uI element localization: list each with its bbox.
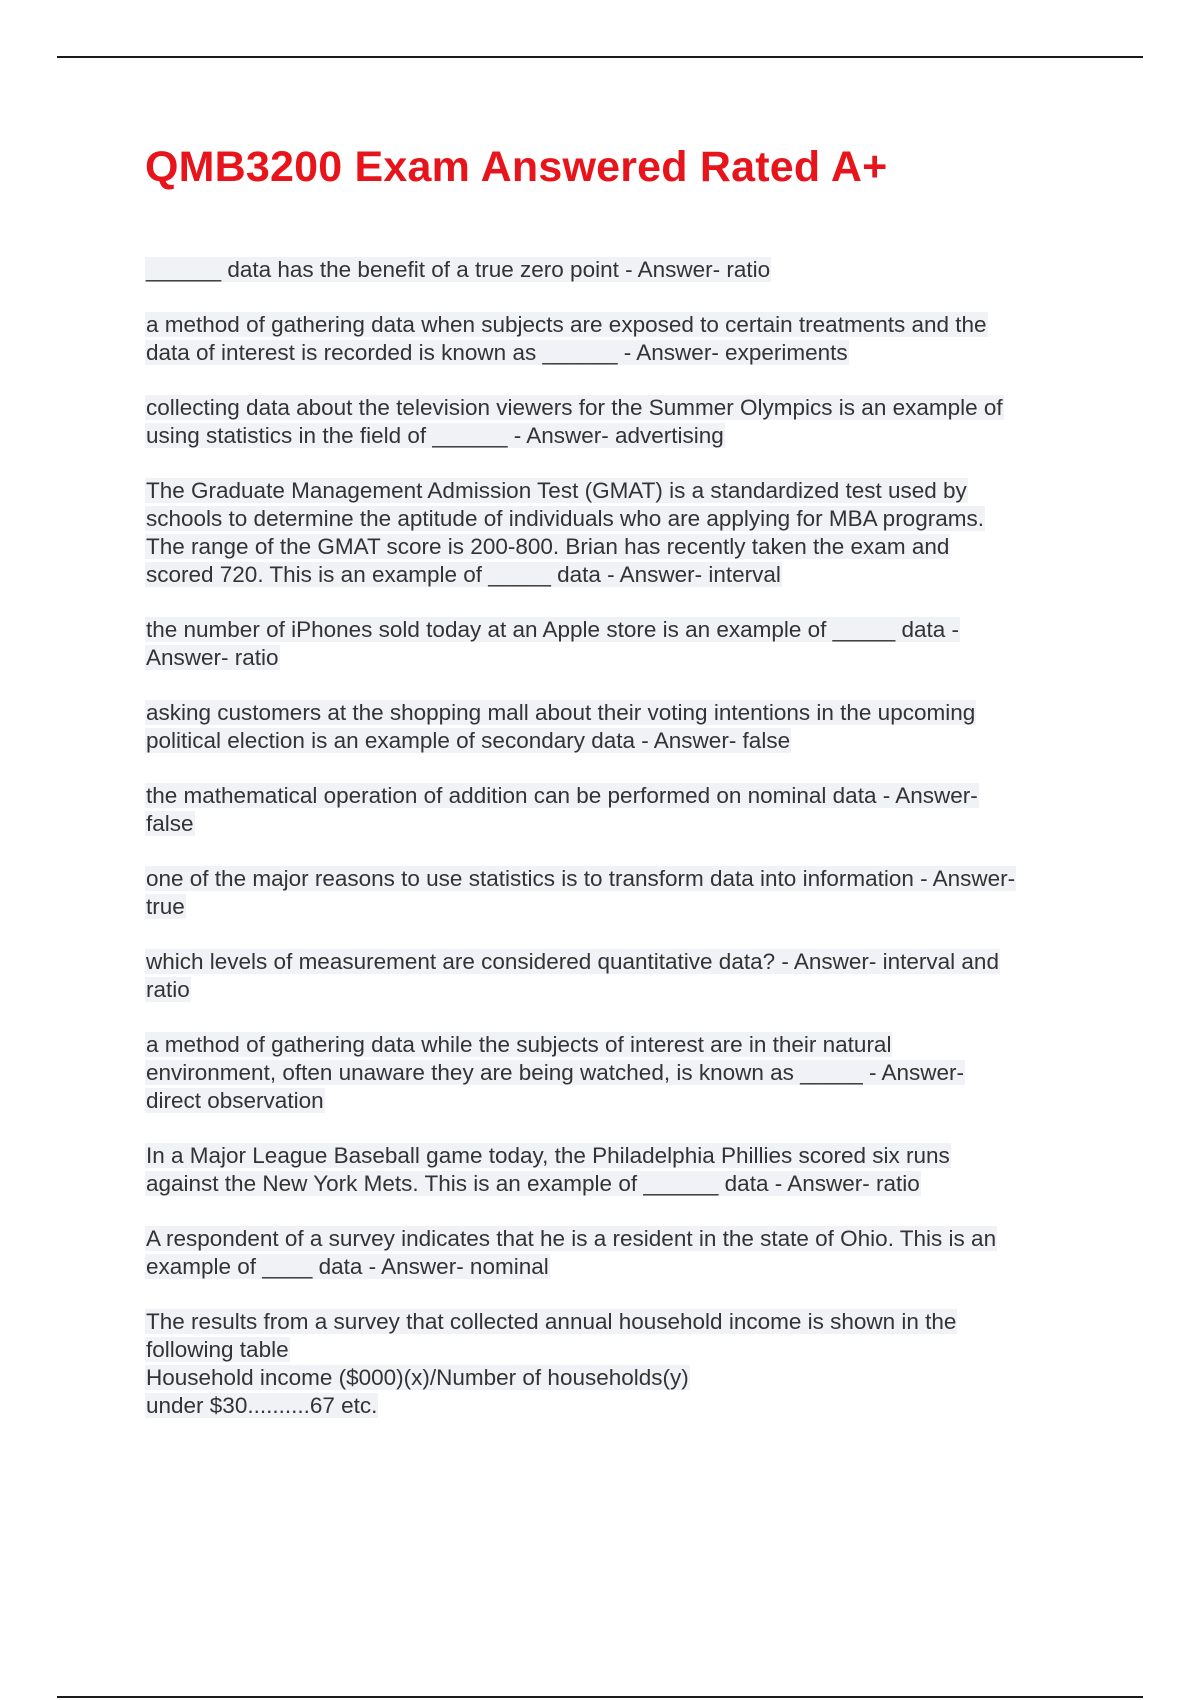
qa-line-text: The range of the GMAT score is 200-800. Brian has recently taken the exam and <box>146 534 950 559</box>
qa-line <box>145 256 1095 284</box>
qa-item <box>145 477 1095 589</box>
qa-line <box>145 865 1095 893</box>
document-title: QMB3200 Exam Answered Rated A+ <box>145 143 888 191</box>
qa-item <box>145 1142 1095 1198</box>
qa-line-text: political election is an example of secondary data - Answer- false <box>146 728 791 753</box>
qa-line-text: ratio <box>146 977 190 1002</box>
qa-line <box>145 782 1095 810</box>
qa-line-text: The results from a survey that collected annual household income is shown in the <box>146 1309 957 1334</box>
qa-item <box>145 948 1095 1004</box>
qa-line-text: environment, often unaware they are being watched, is known as _____ - Answer- <box>146 1060 964 1085</box>
qa-line-text: a method of gathering data while the subjects of interest are in their natural <box>146 1032 892 1057</box>
qa-line <box>145 311 1095 339</box>
qa-line <box>145 477 1095 505</box>
qa-line-text: under $30..........67 etc. <box>146 1393 378 1418</box>
qa-line <box>145 1059 1095 1087</box>
qa-line <box>145 394 1095 422</box>
qa-line-text: A respondent of a survey indicates that he is a resident in the state of Ohio. This is an <box>146 1226 997 1251</box>
qa-line <box>145 699 1095 727</box>
qa-line <box>145 561 1095 589</box>
qa-line <box>145 893 1095 921</box>
qa-line-text: a method of gathering data when subjects are exposed to certain treatments and the <box>146 312 987 337</box>
qa-line <box>145 1392 1095 1420</box>
qa-line <box>145 1142 1095 1170</box>
qa-line <box>145 1170 1095 1198</box>
qa-line-text: following table <box>146 1337 289 1362</box>
qa-line-text: the mathematical operation of addition can be performed on nominal data - Answer- <box>146 783 978 808</box>
qa-line <box>145 616 1095 644</box>
qa-item <box>145 782 1095 838</box>
qa-item <box>145 311 1095 367</box>
qa-line <box>145 505 1095 533</box>
qa-line <box>145 810 1095 838</box>
qa-item <box>145 394 1095 450</box>
qa-line-text: direct observation <box>146 1088 324 1113</box>
qa-line <box>145 948 1095 976</box>
qa-line-text: In a Major League Baseball game today, the Philadelphia Phillies scored six runs <box>146 1143 950 1168</box>
qa-line-text: example of ____ data - Answer- nominal <box>146 1254 549 1279</box>
qa-line-text: schools to determine the aptitude of individuals who are applying for MBA programs. <box>146 506 984 531</box>
qa-line-text: one of the major reasons to use statistics is to transform data into information - Answer- <box>146 866 1016 891</box>
qa-line <box>145 1225 1095 1253</box>
qa-item <box>145 256 1095 284</box>
qa-line <box>145 1336 1095 1364</box>
qa-line-text: asking customers at the shopping mall about their voting intentions in the upcoming <box>146 700 976 725</box>
qa-line-text: true <box>146 894 185 919</box>
qa-line-text: Answer- ratio <box>146 645 279 670</box>
qa-line-text: using statistics in the field of ______ - Answer- advertising <box>146 423 724 448</box>
top-rule <box>57 56 1143 58</box>
qa-item <box>145 865 1095 921</box>
qa-line <box>145 1087 1095 1115</box>
qa-line <box>145 422 1095 450</box>
qa-line <box>145 976 1095 1004</box>
qa-line <box>145 1364 1095 1392</box>
qa-line <box>145 533 1095 561</box>
qa-line <box>145 1253 1095 1281</box>
qa-line-text: The Graduate Management Admission Test (GMAT) is a standardized test used by <box>146 478 967 503</box>
qa-item <box>145 699 1095 755</box>
qa-line <box>145 1308 1095 1336</box>
qa-line <box>145 644 1095 672</box>
qa-line-text: scored 720. This is an example of _____ data - Answer- interval <box>146 562 781 587</box>
qa-line-text: which levels of measurement are considered quantitative data? - Answer- interval and <box>146 949 999 974</box>
qa-item <box>145 616 1095 672</box>
qa-line-text: the number of iPhones sold today at an Apple store is an example of _____ data - <box>146 617 960 642</box>
qa-line-text: collecting data about the television viewers for the Summer Olympics is an example of <box>146 395 1003 420</box>
qa-line <box>145 1031 1095 1059</box>
qa-item <box>145 1031 1095 1115</box>
question-answer-list <box>145 256 1095 1447</box>
qa-item <box>145 1225 1095 1281</box>
qa-line-text: Household income ($000)(x)/Number of households(y) <box>146 1365 689 1390</box>
qa-line-text: against the New York Mets. This is an example of ______ data - Answer- ratio <box>146 1171 920 1196</box>
qa-line-text: false <box>146 811 194 836</box>
bottom-rule <box>57 1696 1143 1698</box>
qa-item <box>145 1308 1095 1420</box>
qa-line-text: data of interest is recorded is known as ______ - Answer- experiments <box>146 340 848 365</box>
qa-line <box>145 339 1095 367</box>
qa-line-text: ______ data has the benefit of a true zero point - Answer- ratio <box>146 257 771 282</box>
qa-line <box>145 727 1095 755</box>
